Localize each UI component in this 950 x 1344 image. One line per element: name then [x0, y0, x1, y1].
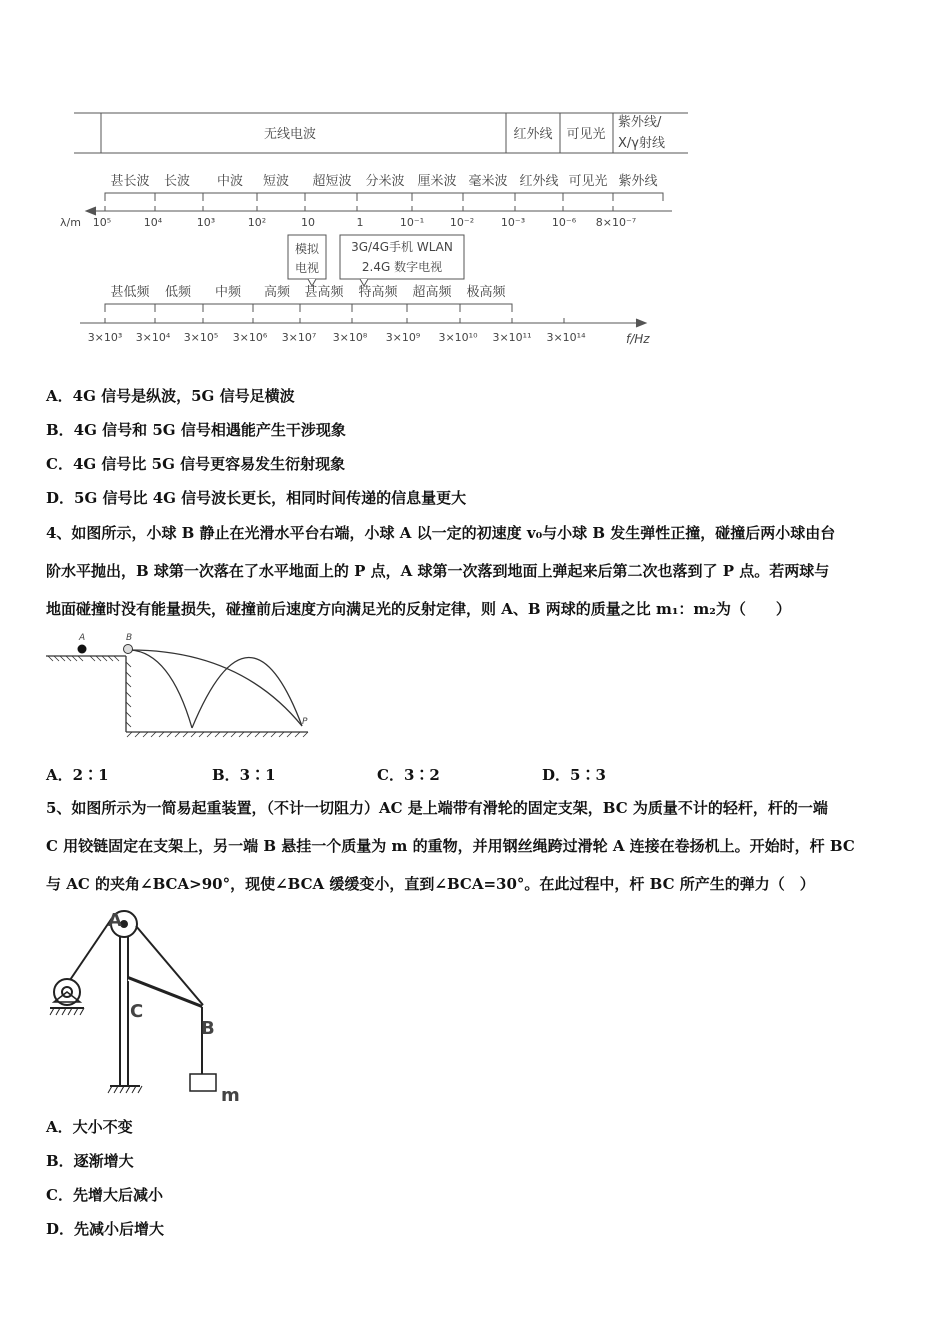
q4-stem	[46, 514, 908, 628]
wavelength-tick: 10²	[247, 216, 267, 229]
q4-options	[46, 764, 746, 786]
freq-tick: 3×10¹⁰	[438, 331, 478, 344]
wavelength-tick: 10³	[196, 216, 216, 229]
label-b: B	[201, 1018, 215, 1039]
freq-name: 甚高频	[304, 285, 344, 300]
freq-tick: 3×10³	[87, 331, 123, 344]
label-b: B	[126, 633, 133, 643]
q5-figure	[40, 904, 250, 1104]
wave-name: 厘米波	[417, 174, 457, 189]
ball-a-trajectory-2	[192, 657, 302, 728]
q5-option-b[interactable]: B．逐渐增大	[46, 1152, 134, 1170]
q5-option-a[interactable]: A．大小不变	[46, 1118, 133, 1136]
freq-tick: 3×10⁹	[385, 331, 421, 344]
freq-tick: 3×10¹⁴	[546, 331, 586, 344]
band-visible-label: 可见光	[566, 127, 606, 142]
band-uv-label: 紫外线/	[618, 115, 662, 130]
q5-stem	[46, 789, 908, 903]
band-radio-label: 无线电波	[263, 127, 317, 142]
wave-name: 长波	[163, 174, 191, 189]
freq-name: 中频	[214, 285, 242, 300]
freq-tick: 3×10⁷	[281, 331, 317, 344]
wavelength-tick: 8×10⁻⁷	[595, 216, 637, 229]
q4-option-b[interactable]: B．3∶1	[212, 766, 276, 784]
wavelength-tick: 10⁻²	[449, 216, 475, 229]
q5-option-d[interactable]: D．先减小后增大	[46, 1220, 165, 1238]
q5-stem-line: C 用铰链固定在支架上，另一端 B 悬挂一个质量为 m 的重物，并用钢丝绳跨过滑轮 A 连接在卷扬机上。开始时，杆 BC	[46, 837, 855, 855]
wavelength-tick: 10⁻¹	[399, 216, 425, 229]
q4-stem-line: 4、如图所示，小球 B 静止在光滑水平台右端，小球 A 以一定的初速度 v₀与小球 B 发生弹性正撞，碰撞后两小球由台	[46, 524, 836, 542]
freq-tick: 3×10⁸	[332, 331, 368, 344]
q5-stem-line: 5、如图所示为一简易起重装置，（不计一切阻力）AC 是上端带有滑轮的固定支架，BC 为质量不计的轻杆，杆的一端	[46, 799, 828, 817]
ball-a-trajectory-1	[130, 650, 192, 728]
spectrum-figure	[60, 105, 700, 350]
wavelength-tick: 10	[301, 216, 315, 229]
ball-b	[124, 645, 133, 654]
q5-option-c[interactable]: C．先增大后减小	[46, 1186, 163, 1204]
wavelength-tick: 10⁴	[143, 216, 163, 229]
callout-digital-line: 2.4G 数字电视	[361, 260, 443, 274]
q5-stem-line: 与 AC 的夹角∠BCA>90°，现使∠BCA 缓缓变小，直到∠BCA=30°。在此过程中，杆 BC 所产生的弹力（ ）	[46, 875, 815, 893]
wave-name: 毫米波	[468, 174, 508, 189]
freq-tick: 3×10⁵	[183, 331, 219, 344]
freq-name: 甚低频	[110, 285, 150, 300]
mass-block	[190, 1074, 216, 1091]
q3-option-b[interactable]: B．4G 信号和 5G 信号相遇能产生干涉现象	[46, 421, 346, 439]
callout-digital-line: 3G/4G手机 WLAN	[351, 240, 453, 254]
wave-name: 分米波	[365, 174, 405, 189]
callout-analog-line: 电视	[294, 261, 320, 275]
q4-stem-line: 阶水平抛出，B 球第一次落在了水平地面上的 P 点，A 球第一次落到地面上弹起来后第二次也落到了 P 点。若两球与	[46, 562, 830, 580]
freq-name: 极高频	[466, 285, 506, 300]
q3-option-d[interactable]: D．5G 信号比 4G 信号波长更长，相同时间传递的信息量更大	[46, 489, 467, 507]
freq-tick: 3×10¹¹	[492, 331, 532, 344]
q3-option-c[interactable]: C．4G 信号比 5G 信号更容易发生衍射现象	[46, 455, 346, 473]
freq-name: 特高频	[358, 285, 398, 300]
wavelength-tick: 10⁵	[92, 216, 112, 229]
wave-name: 超短波	[312, 174, 352, 189]
ball-b-trajectory	[130, 650, 302, 726]
q4-option-c[interactable]: C．3∶2	[377, 766, 440, 784]
wavelength-axis-label: λ/m	[60, 216, 81, 229]
label-a: A	[79, 633, 86, 643]
wavelength-tick: 10⁻³	[500, 216, 526, 229]
label-c: C	[130, 1001, 144, 1022]
freq-name: 超高频	[412, 285, 452, 300]
band-xray-label: X/γ射线	[618, 136, 665, 151]
q4-option-a[interactable]: A．2∶1	[46, 766, 109, 784]
freq-tick: 3×10⁴	[135, 331, 171, 344]
wave-name: 短波	[262, 174, 290, 189]
wave-name: 甚长波	[110, 174, 150, 189]
freq-name: 高频	[263, 285, 291, 300]
label-m: m	[221, 1085, 240, 1104]
freq-name: 低频	[164, 285, 192, 300]
band-infrared-label: 红外线	[513, 127, 553, 142]
label-p: P	[302, 717, 308, 727]
wave-name: 紫外线	[618, 174, 658, 189]
q4-figure	[40, 628, 330, 740]
wave-name: 红外线	[519, 174, 559, 189]
ball-a	[78, 645, 87, 654]
wave-name: 可见光	[568, 174, 608, 189]
q4-option-d[interactable]: D．5∶3	[542, 766, 606, 784]
freq-axis-label: f/Hz	[626, 332, 650, 346]
q3-option-a[interactable]: A．4G 信号是纵波，5G 信号足横波	[46, 387, 295, 405]
wavelength-tick: 1	[356, 216, 364, 229]
label-a: A	[108, 910, 122, 931]
wave-name: 中波	[216, 174, 244, 189]
callout-analog-line: 模拟	[294, 242, 320, 256]
freq-tick: 3×10⁶	[232, 331, 268, 344]
wavelength-tick: 10⁻⁶	[551, 216, 577, 229]
q4-stem-line: 地面碰撞时没有能量损失，碰撞前后速度方向满足光的反射定律，则 A、B 两球的质量之比 m₁：m₂为（ ）	[46, 600, 791, 618]
